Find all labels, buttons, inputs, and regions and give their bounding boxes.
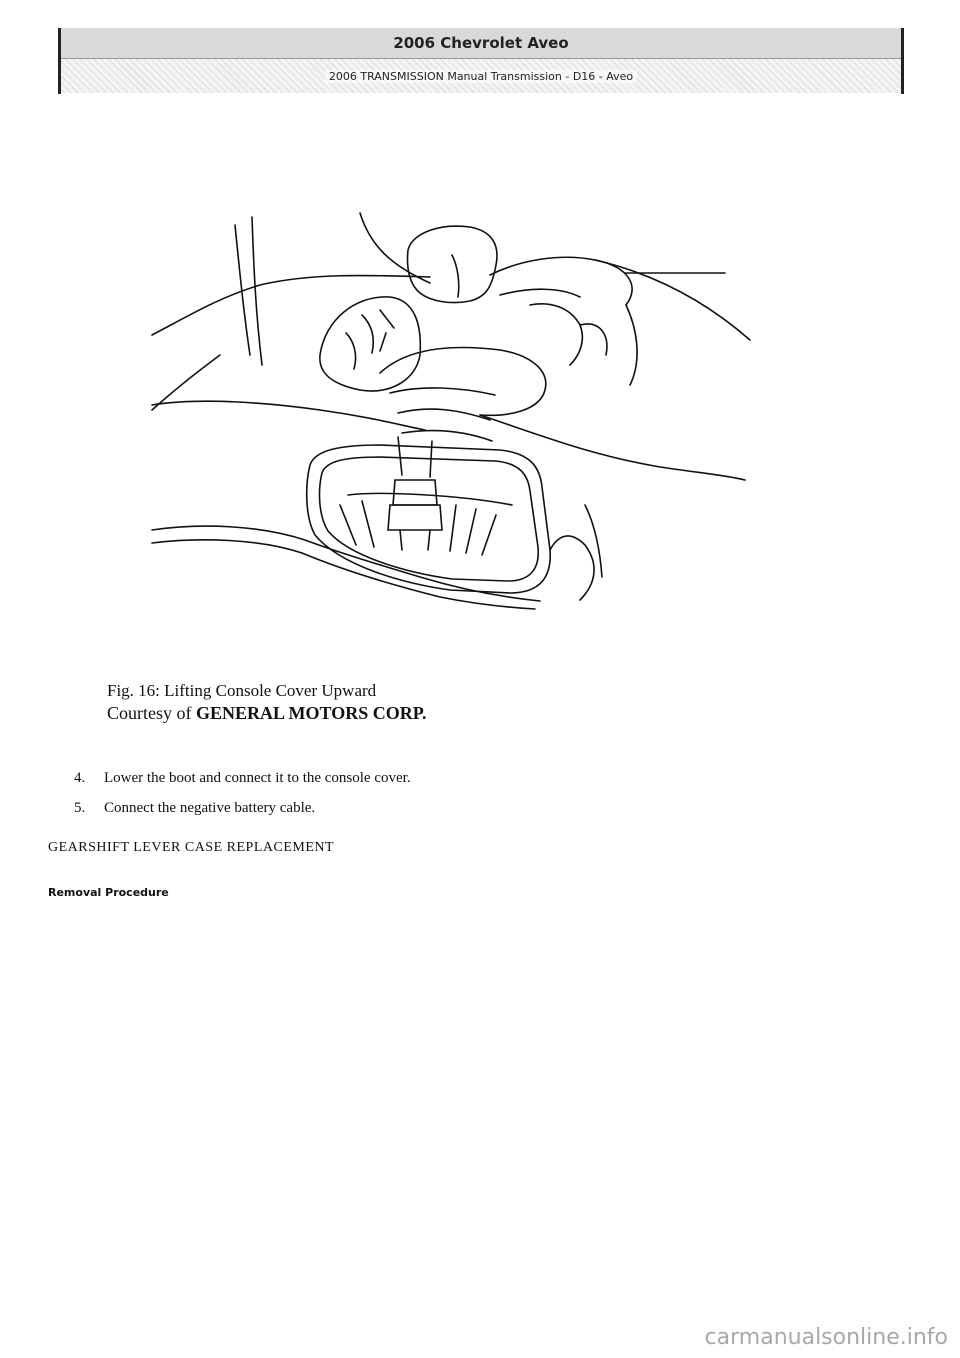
figure-caption-title: Fig. 16: Lifting Console Cover Upward [107, 681, 377, 700]
figure-courtesy-line [107, 702, 427, 724]
gearshift-console-illustration [140, 205, 760, 625]
list-item [74, 793, 411, 823]
figure-caption [107, 680, 427, 724]
document-subtitle-bar [61, 59, 901, 93]
page-header [58, 28, 904, 94]
list-item [74, 763, 411, 793]
section-heading: GEARSHIFT LEVER CASE REPLACEMENT [48, 840, 335, 855]
procedure-steps [74, 763, 411, 823]
step-text: Lower the boot and connect it to the console cover. [104, 769, 411, 786]
step-number: 4. [74, 769, 86, 786]
document-subtitle: 2006 TRANSMISSION Manual Transmission - D16 - Aveo [325, 70, 637, 83]
step-number: 5. [74, 799, 86, 816]
document-title: 2006 Chevrolet Aveo [61, 28, 901, 59]
sub-heading: Removal Procedure [48, 886, 169, 899]
figure-courtesy-company: GENERAL MOTORS CORP. [196, 703, 427, 723]
figure-courtesy-prefix: Courtesy of [107, 703, 196, 723]
watermark: carmanualsonline.info [704, 1325, 948, 1350]
step-text: Connect the negative battery cable. [104, 799, 316, 816]
